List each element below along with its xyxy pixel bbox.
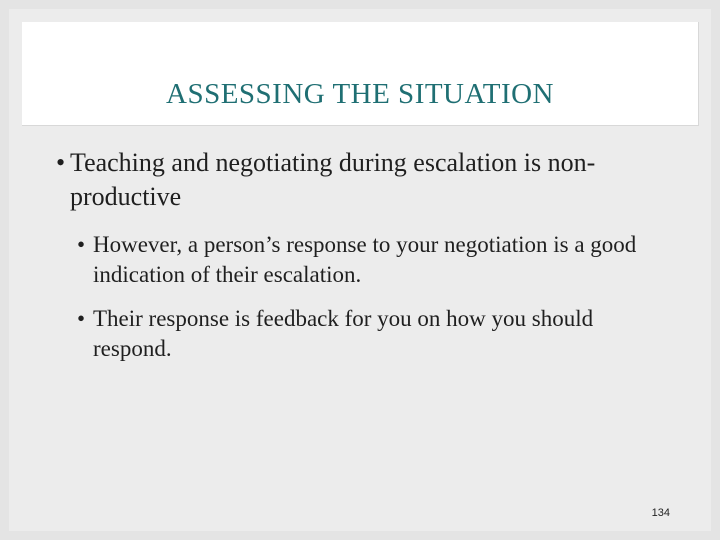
slide-title: ASSESSING THE SITUATION (166, 78, 554, 110)
sub-bullet-marker: • (77, 306, 86, 331)
page-number: 134 (651, 507, 670, 519)
bullet-item (56, 146, 676, 214)
sub-bullet-text: However, a person’s response to your negotiation is a good indication of their escalation. (93, 232, 637, 287)
sub-bullet-item (77, 230, 667, 290)
sub-bullet-text: Their response is feedback for you on how you should respond. (93, 306, 594, 361)
sub-bullet-item (77, 304, 667, 364)
bullet-text: Teaching and negotiating during escalation is non-productive (70, 148, 596, 211)
sub-bullet-marker: • (77, 232, 86, 257)
title-box (22, 22, 699, 126)
bullet-marker: • (56, 148, 66, 177)
